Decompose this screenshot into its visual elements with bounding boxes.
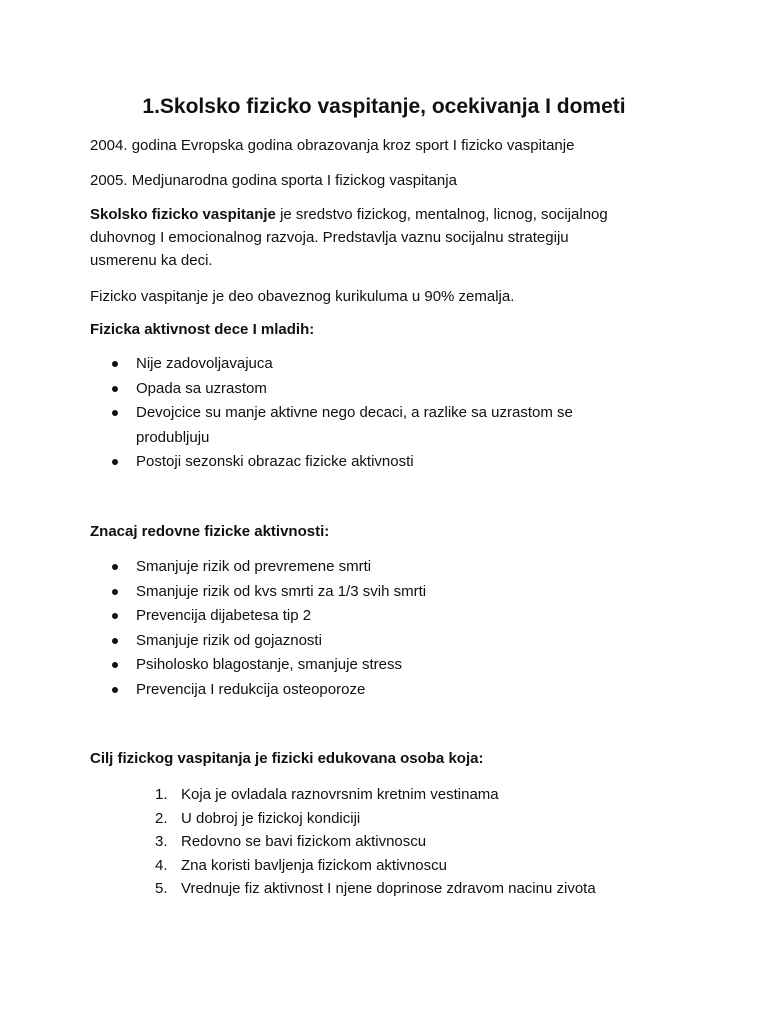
list-item: Postoji sezonski obrazac fizicke aktivnosti (110, 450, 650, 475)
list-number: 4. (155, 856, 168, 874)
intro-line-3: usmerenu ka deci. (90, 252, 213, 269)
list-number: 3. (155, 833, 168, 851)
intro-bold-term: Skolsko fizicko vaspitanje (90, 206, 276, 223)
intro-line-2: duhovnog I emocionalnog razvoja. Predstavlja vaznu socijalnu strategiju (90, 229, 569, 246)
list-item: 5. Vrednuje fiz aktivnost I njene doprinose zdravom nacinu zivota (155, 877, 655, 901)
bullet-icon (112, 361, 118, 367)
curriculum-line: Fizicko vaspitanje je deo obaveznog kurikuluma u 90% zemalja. (90, 288, 515, 305)
bullet-icon (112, 459, 118, 465)
list-item: 1. Koja je ovladala raznovrsnim kretnim vestinama (155, 783, 655, 807)
list-item: 4. Zna koristi bavljenja fizickom aktivnoscu (155, 854, 655, 878)
line-2004: 2004. godina Evropska godina obrazovanja kroz sport I fizicko vaspitanje (90, 137, 575, 154)
bullet-icon (112, 386, 118, 392)
bullet-icon (112, 564, 118, 570)
bullet-icon (112, 662, 118, 668)
list-item: Nije zadovoljavajuca (110, 352, 650, 377)
list-item: Smanjuje rizik od kvs smrti za 1/3 svih smrti (110, 580, 650, 605)
list-number: 5. (155, 880, 168, 898)
intro-line-1-rest: je sredstvo fizickog, mentalnog, licnog, socijalnog (275, 206, 608, 223)
list-item: 2. U dobroj je fizickoj kondiciji (155, 807, 655, 831)
bullet-icon (112, 410, 118, 416)
list-item: Devojcice su manje aktivne nego decaci, a razlike sa uzrastom se produbljuju (110, 401, 650, 450)
activity-heading: Fizicka aktivnost dece I mladih: (90, 321, 315, 338)
list-item: 3. Redovno se bavi fizickom aktivnoscu (155, 830, 655, 854)
list-item: Prevencija dijabetesa tip 2 (110, 604, 650, 629)
intro-line-1 (90, 203, 650, 226)
bullet-icon (112, 638, 118, 644)
activity-list (110, 352, 650, 475)
bullet-icon (112, 687, 118, 693)
list-number: 2. (155, 809, 168, 827)
list-number: 1. (155, 786, 168, 803)
bullet-icon (112, 589, 118, 595)
bullet-icon (112, 613, 118, 619)
importance-list (110, 555, 650, 703)
goal-list (155, 783, 655, 901)
line-2005: 2005. Medjunarodna godina sporta I fizickog vaspitanja (90, 172, 457, 189)
intro-paragraph (90, 203, 650, 272)
goal-heading: Cilj fizickog vaspitanja je fizicki edukovana osoba koja: (90, 750, 484, 767)
list-item: Psiholosko blagostanje, smanjuje stress (110, 653, 650, 678)
document-title: 1.Skolsko fizicko vaspitanje, ocekivanja I dometi (142, 95, 626, 118)
importance-heading: Znacaj redovne fizicke aktivnosti: (90, 523, 330, 540)
list-item: Smanjuje rizik od gojaznosti (110, 629, 650, 654)
list-item: Prevencija I redukcija osteoporoze (110, 678, 650, 703)
list-item: Opada sa uzrastom (110, 377, 650, 402)
list-item: Smanjuje rizik od prevremene smrti (110, 555, 650, 580)
